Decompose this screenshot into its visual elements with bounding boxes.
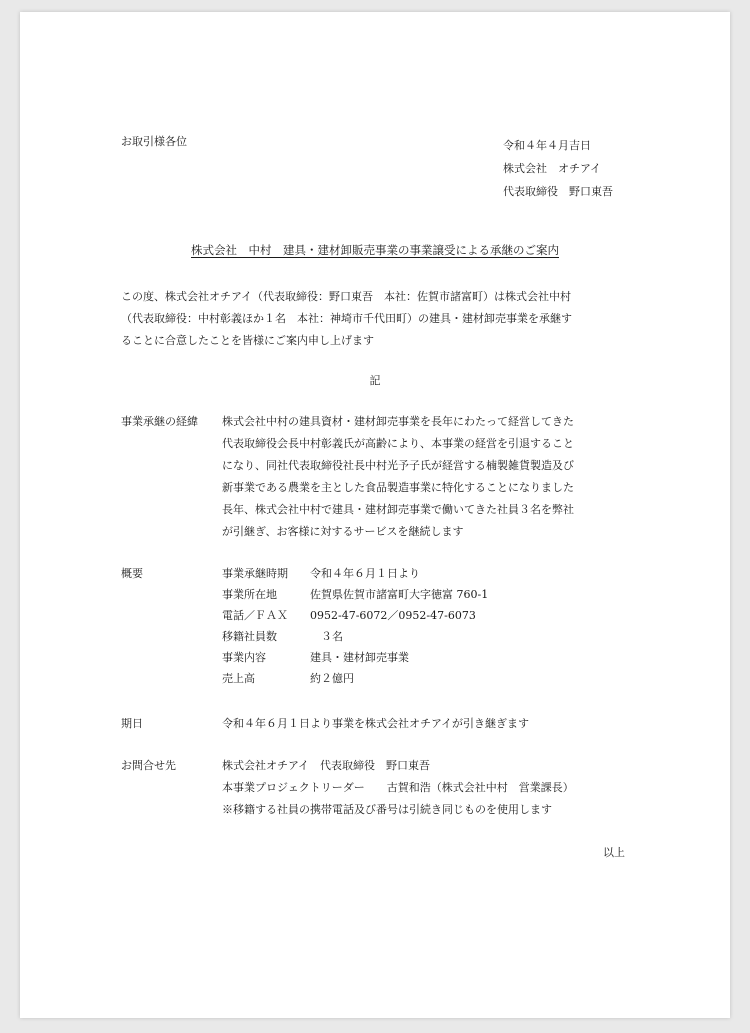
document-title [20, 242, 730, 258]
overview-value: 佐賀県佐賀市諸富町大字徳富 760-1 [310, 588, 489, 601]
overview-value: 約２億円 [310, 672, 354, 685]
overview-key: 売上高 [222, 672, 255, 685]
overview-value: 0952-47-6072／0952-47-6073 [310, 609, 476, 622]
history-label: 事業承継の経緯 [121, 415, 198, 428]
history-line: 長年、株式会社中村で建具・建材卸売事業で働いてきた社員３名を弊社 [222, 503, 574, 516]
overview-value: 令和４年６月１日より [310, 567, 420, 580]
period-label: 期日 [121, 717, 143, 730]
ki-heading: 記 [369, 374, 381, 387]
overview-key: 移籍社員数 [222, 630, 277, 643]
contact-line: 株式会社オチアイ 代表取締役 野口東吾 [222, 759, 431, 772]
overview-row [222, 584, 488, 605]
history-line: 株式会社中村の建具資材・建材卸売事業を長年にわたって経営してきた [222, 415, 574, 428]
contact-body [222, 755, 574, 821]
overview-row [222, 563, 488, 584]
overview-row [222, 668, 488, 689]
company-name: 株式会社 オチアイ [503, 162, 602, 175]
overview-key: 電話／ＦＡＸ [222, 609, 288, 622]
history-body [222, 411, 574, 543]
issue-date: 令和４年４月吉日 [503, 139, 591, 152]
overview-row [222, 605, 488, 626]
contact-line: ※移籍する社員の携帯電話及び番号は引続き同じものを使用します [222, 803, 552, 816]
overview-row [222, 647, 488, 668]
overview-key: 事業内容 [222, 651, 266, 664]
history-line: になり、同社代表取締役社長中村光予子氏が経営する楠製雑貨製造及び [222, 459, 574, 472]
overview-table [222, 563, 488, 689]
representative-name: 代表取締役 野口東吾 [503, 185, 613, 198]
period-text: 令和４年６月１日より事業を株式会社オチアイが引き継ぎます [222, 717, 530, 730]
sender-block [503, 134, 613, 203]
history-line: が引継ぎ、お客様に対するサービスを継続します [222, 525, 464, 538]
intro-line: この度、株式会社オチアイ（代表取締役：野口東吾 本社：佐賀市諸富町）は株式会社中村 [121, 290, 572, 303]
document-page [20, 12, 730, 1018]
history-line: 新事業である農業を主とした食品製造事業に特化することになりました [222, 481, 574, 494]
intro-paragraph [121, 286, 572, 352]
overview-key: 事業承継時期 [222, 567, 288, 580]
closing-mark: 以上 [603, 846, 625, 859]
overview-label: 概要 [121, 567, 143, 580]
overview-value: ３名 [310, 630, 343, 643]
overview-row [222, 626, 488, 647]
contact-line: 本事業プロジェクトリーダー 古賀和浩（株式会社中村 営業課長） [222, 781, 574, 794]
intro-line: （代表取締役：中村彰義ほか１名 本社：神埼市千代田町）の建具・建材卸売事業を承継す [121, 312, 572, 325]
document-title-text: 株式会社 中村 建具・建材卸販売事業の事業譲受による承継のご案内 [191, 243, 559, 257]
overview-value: 建具・建材卸売事業 [310, 651, 409, 664]
history-line: 代表取締役会長中村彰義氏が高齢により、本事業の経営を引退すること [222, 437, 574, 450]
recipient: お取引様各位 [121, 135, 187, 148]
intro-line: ることに合意したことを皆様にご案内申し上げます [121, 334, 374, 347]
contact-label: お問合せ先 [121, 759, 176, 772]
overview-key: 事業所在地 [222, 588, 277, 601]
